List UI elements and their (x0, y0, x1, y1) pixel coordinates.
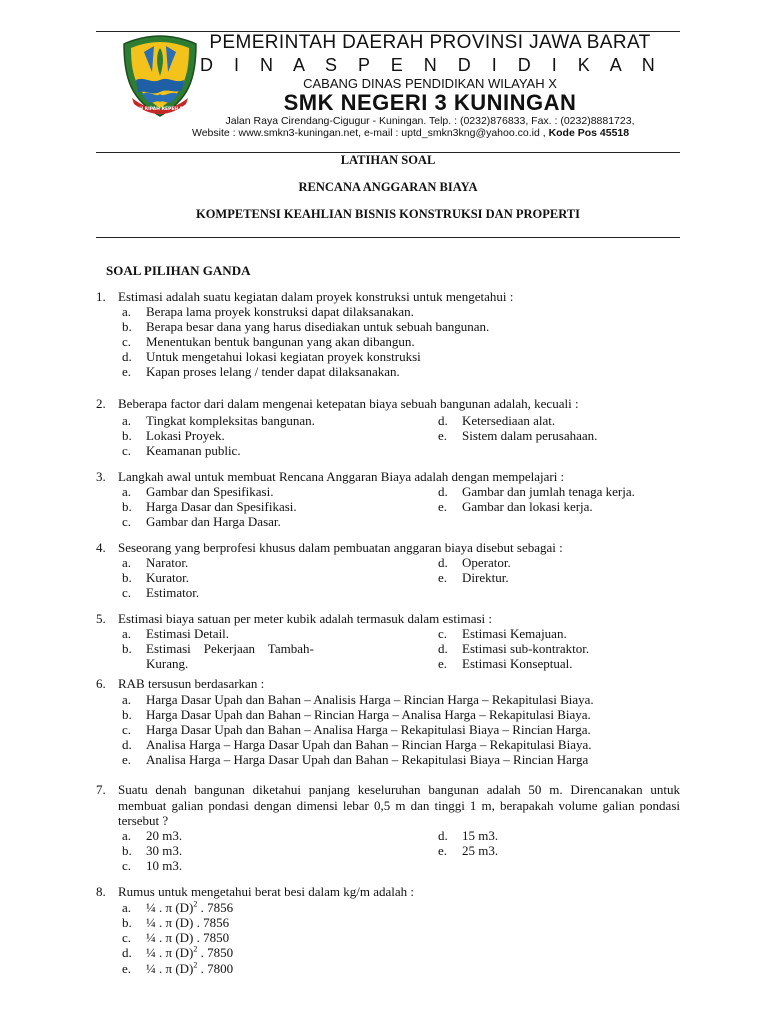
doc-competency: KOMPETENSI KEAHLIAN BISNIS KONSTRUKSI DAN PROPERTI (195, 207, 580, 221)
section-heading: SOAL PILIHAN GANDA (106, 263, 251, 278)
title-rule (96, 237, 680, 238)
question-number: 4. (96, 540, 106, 555)
question-number: 8. (96, 884, 106, 899)
question-text: Beberapa factor dari dalam mengenai ketepatan biaya sebuah bangunan adalah, kecuali : (118, 396, 579, 411)
question-number: 5. (96, 611, 106, 626)
question-number: 3. (96, 469, 106, 484)
header-website: Website : www.smkn3-kuningan.net, e-mail : uptd_smkn3kng@yahoo.co.id , (192, 127, 546, 139)
question-number: 7. (96, 782, 106, 797)
question-number: 1. (96, 289, 106, 304)
doc-subject: RENCANA ANGGARAN BIAYA (298, 180, 478, 194)
question-number: 6. (96, 676, 106, 691)
header-postcode: Kode Pos 45518 (548, 127, 630, 139)
question-text: RAB tersusun berdasarkan : (118, 676, 265, 691)
question-text: Rumus untuk mengetahui berat besi dalam kg/m adalah : (118, 884, 415, 899)
west-java-emblem-logo (122, 34, 198, 118)
question-text: Suatu denah bangunan diketahui panjang keseluruhan bangunan adalah 50 m. Direncanakan untuk membuat galian pondasi dengan dimensi lebar 0,5 m dan tinggi 1 m, berapakah volume galian pondasi tersebut ? (118, 782, 680, 828)
question-number: 2. (96, 396, 106, 411)
header-agency: D I N A S P E N D I D I K A N (200, 55, 663, 75)
header-contact (192, 127, 678, 139)
question-text: Estimasi biaya satuan per meter kubik adalah termasuk dalam estimasi : (118, 611, 492, 626)
header-government: PEMERINTAH DAERAH PROVINSI JAWA BARAT (209, 32, 651, 53)
question-text: Langkah awal untuk membuat Rencana Anggaran Biaya adalah dengan mempelajari : (118, 469, 565, 484)
question-text: Seseorang yang berprofesi khusus dalam pembuatan anggaran biaya disebut sebagai : (118, 540, 563, 555)
question-text: Estimasi adalah suatu kegiatan dalam proyek konstruksi untuk mengetahui : (118, 289, 514, 304)
question-7 (96, 782, 680, 830)
header-school-name: SMK NEGERI 3 KUNINGAN (283, 90, 577, 115)
header-branch: CABANG DINAS PENDIDIKAN WILAYAH X (303, 76, 557, 91)
header-address: Jalan Raya Cirendang-Cigugur - Kuningan. Telp. : (0232)876833, Fax. : (0232)8881723, (225, 115, 635, 127)
logo-motto: GEMAH RIPAH REPEH RAPIH (124, 107, 196, 112)
doc-title: LATIHAN SOAL (340, 153, 436, 167)
